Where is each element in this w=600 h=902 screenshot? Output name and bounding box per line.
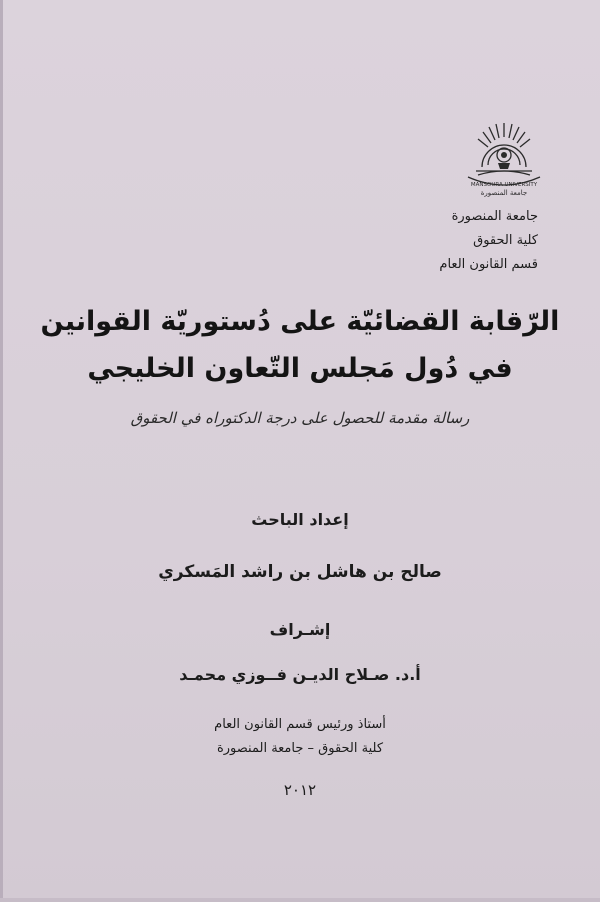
researcher-name: صالح بن هاشل بن راشد المَسكري: [158, 562, 442, 582]
university-name: جامعة المنصورة: [451, 209, 538, 224]
supervisor-title-line-2: كلية الحقوق – جامعة المنصورة: [216, 741, 384, 756]
supervisor-title: [150, 713, 450, 761]
university-crest-icon: [458, 115, 550, 197]
page-edge-left: [0, 0, 3, 902]
thesis-subtitle: رسالة مقدمة للحصول على درجة الدكتوراه في الحقوق: [130, 409, 470, 427]
prepared-by-label: إعداد الباحث: [251, 510, 349, 529]
thesis-year: ٢٠١٢: [283, 781, 317, 799]
supervisor-name: أ.د. صـلاح الديـن فــوزي محمـد: [179, 665, 421, 684]
thesis-title-line-2: في دُول مَجلس التّعاون الخليجي: [87, 353, 513, 384]
thesis-title-line-1: الرّقابة القضائيّة على دُستوريّة القوانين: [40, 306, 560, 337]
faculty-name: كلية الحقوق: [473, 233, 538, 248]
department-name: قسم القانون العام: [439, 257, 538, 272]
crest-caption-arabic: جامعة المنصورة: [480, 189, 528, 197]
institution-block: [338, 205, 538, 277]
page-edge-bottom: [0, 898, 600, 902]
crest-caption-latin: MANSOURA UNIVERSITY: [470, 182, 538, 188]
supervision-label: إشـراف: [269, 620, 331, 639]
thesis-title: [40, 298, 560, 392]
supervisor-title-line-1: أستاذ ورئيس قسم القانون العام: [214, 717, 386, 732]
